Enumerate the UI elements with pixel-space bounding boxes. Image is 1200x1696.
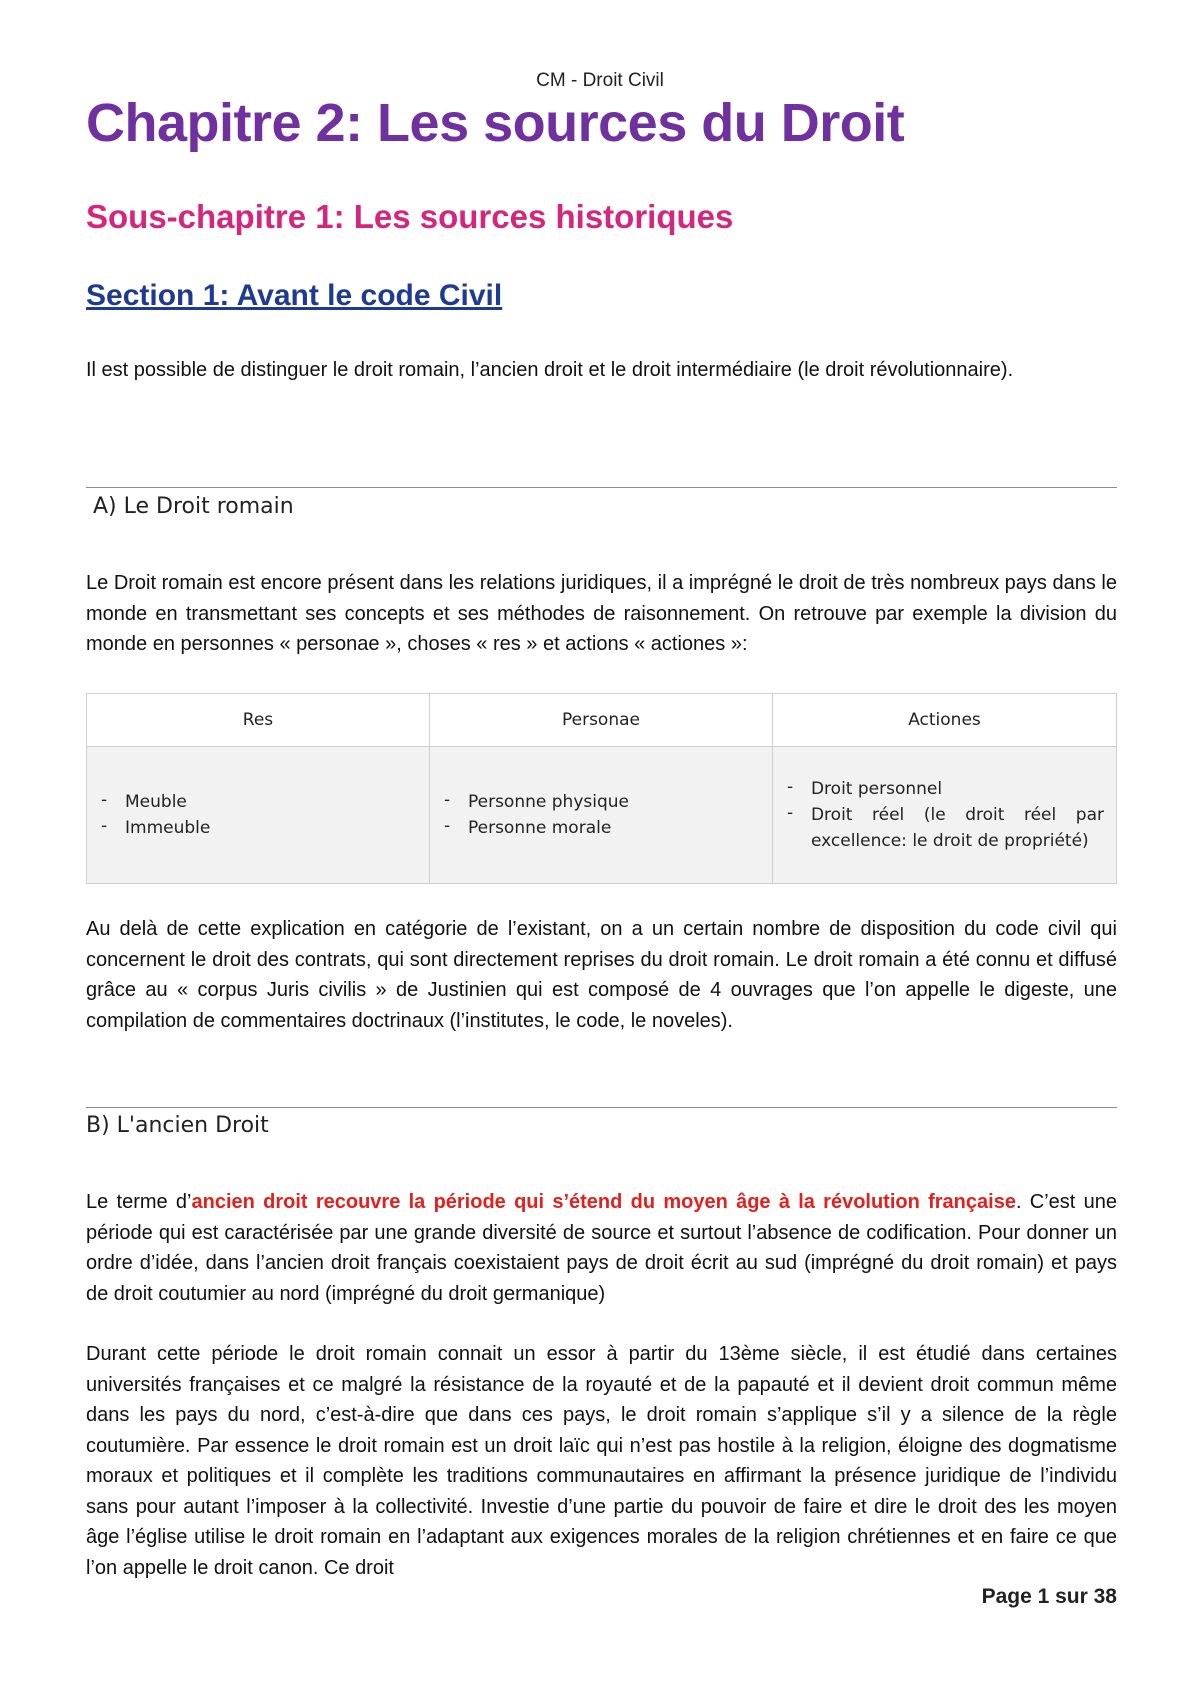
section-title: Section 1: Avant le code Civil [86,279,503,312]
divider-b [86,1107,1117,1108]
table-cell-actiones [772,747,1116,884]
part-b-heading: B) L'ancien Droit [86,1113,269,1138]
roman-law-table [86,693,1117,884]
part-a-block [86,568,1117,660]
table-header-row [87,694,1117,747]
list-item: - Personne morale [440,815,760,841]
intro-block [86,355,1117,386]
divider-a [86,487,1117,488]
part-a-paragraph-after: Au delà de cette explication en catégorie de l’existant, on a un certain nombre de disposition du code civil qui concernent le droit des contrats, qui sont directement reprises du droit romain. Le droit romain a été connu et diffusé grâce au « corpus Juris civilis » de Justinien qui est composé de 4 ouvrages que l’on appelle le digeste, une compilation de commentaires doctrinaux (l’institutes, le code, le noveles). [86,918,1117,1032]
part-b-block-1 [86,1187,1117,1309]
table-header-res: Res [87,694,430,747]
bullet-dash: - [101,816,108,836]
part-b-block-2 [86,1339,1117,1583]
table-header-personae: Personae [429,694,772,747]
subchapter-title: Sous-chapitre 1: Les sources historiques [86,198,734,235]
page-number: Page 1 sur 38 [981,1585,1117,1608]
table-row [87,747,1117,884]
part-a-continued-block [86,914,1117,1036]
part-b-paragraph-2: Durant cette période le droit romain connait un essor à partir du 13ème siècle, il est étudié dans certaines universités françaises et ce malgré la résistance de la royauté et de la papauté et il devient droit commun même dans les pays du nord, c’est-à-dire que dans ces pays, le droit romain s’applique s’il y a silence de la règle coutumière. Par essence le droit romain est un droit laïc qui n’est pas hostile à la religion, éloigne des dogmatisme moraux et politiques et il complète les traditions communautaires en affirmant la présence juridique de l’individu sans pour autant l’imposer à la collectivité. Investie d’une partie du pouvoir de faire et dire le droit des les moyen âge l’église utilise le droit romain en l’adaptant aux exigences morales de la religion chrétiennes et en faire ce que l’on appelle le droit canon. Ce droit [86,1343,1117,1579]
bullet-dash: - [443,816,451,836]
highlighted-definition: ancien droit recouvre la période qui s’étend du moyen âge à la révolution française [191,1191,1016,1213]
bullet-dash: - [443,790,451,810]
part-b-paragraph-1: Le terme d’ancien droit recouvre la période qui s’étend du moyen âge à la révolution française. C’est une période qui est caractérisée par une grande diversité de source et surtout l’absence de codification. Pour donner un ordre d’idée, dans l’ancien droit français coexistaient pays de droit écrit au sud (imprégné du droit romain) et pays de droit coutumier au nord (imprégné du droit germanique) [86,1191,1117,1305]
bullet-dash: - [786,777,794,797]
list-item: - Droit réel (le droit réel par excellence: le droit de propriété) [783,802,1104,854]
intro-paragraph: Il est possible de distinguer le droit romain, l’ancien droit et le droit intermédiaire (le droit révolutionnaire). [86,359,1014,381]
list-item: - Immeuble [97,815,417,841]
bullet-dash: - [786,803,794,823]
table-cell-personae [429,747,772,884]
bullet-dash: - [101,790,108,810]
list-item: - Personne physique [440,789,760,815]
part-a-heading: A) Le Droit romain [93,494,294,519]
chapter-title: Chapitre 2: Les sources du Droit [86,93,905,153]
table-header-actiones: Actiones [772,694,1116,747]
list-item: - Droit personnel [783,776,1104,802]
table-cell-res [87,747,430,884]
part-a-paragraph: Le Droit romain est encore présent dans les relations juridiques, il a imprégné le droit de très nombreux pays dans le monde en transmettant ses concepts et ses méthodes de raisonnement. On retrouve par exemple la division du monde en personnes « personae », choses « res » et actions « actiones »: [86,572,1117,655]
running-header: CM - Droit Civil [536,70,664,91]
list-item: - Meuble [97,789,417,815]
